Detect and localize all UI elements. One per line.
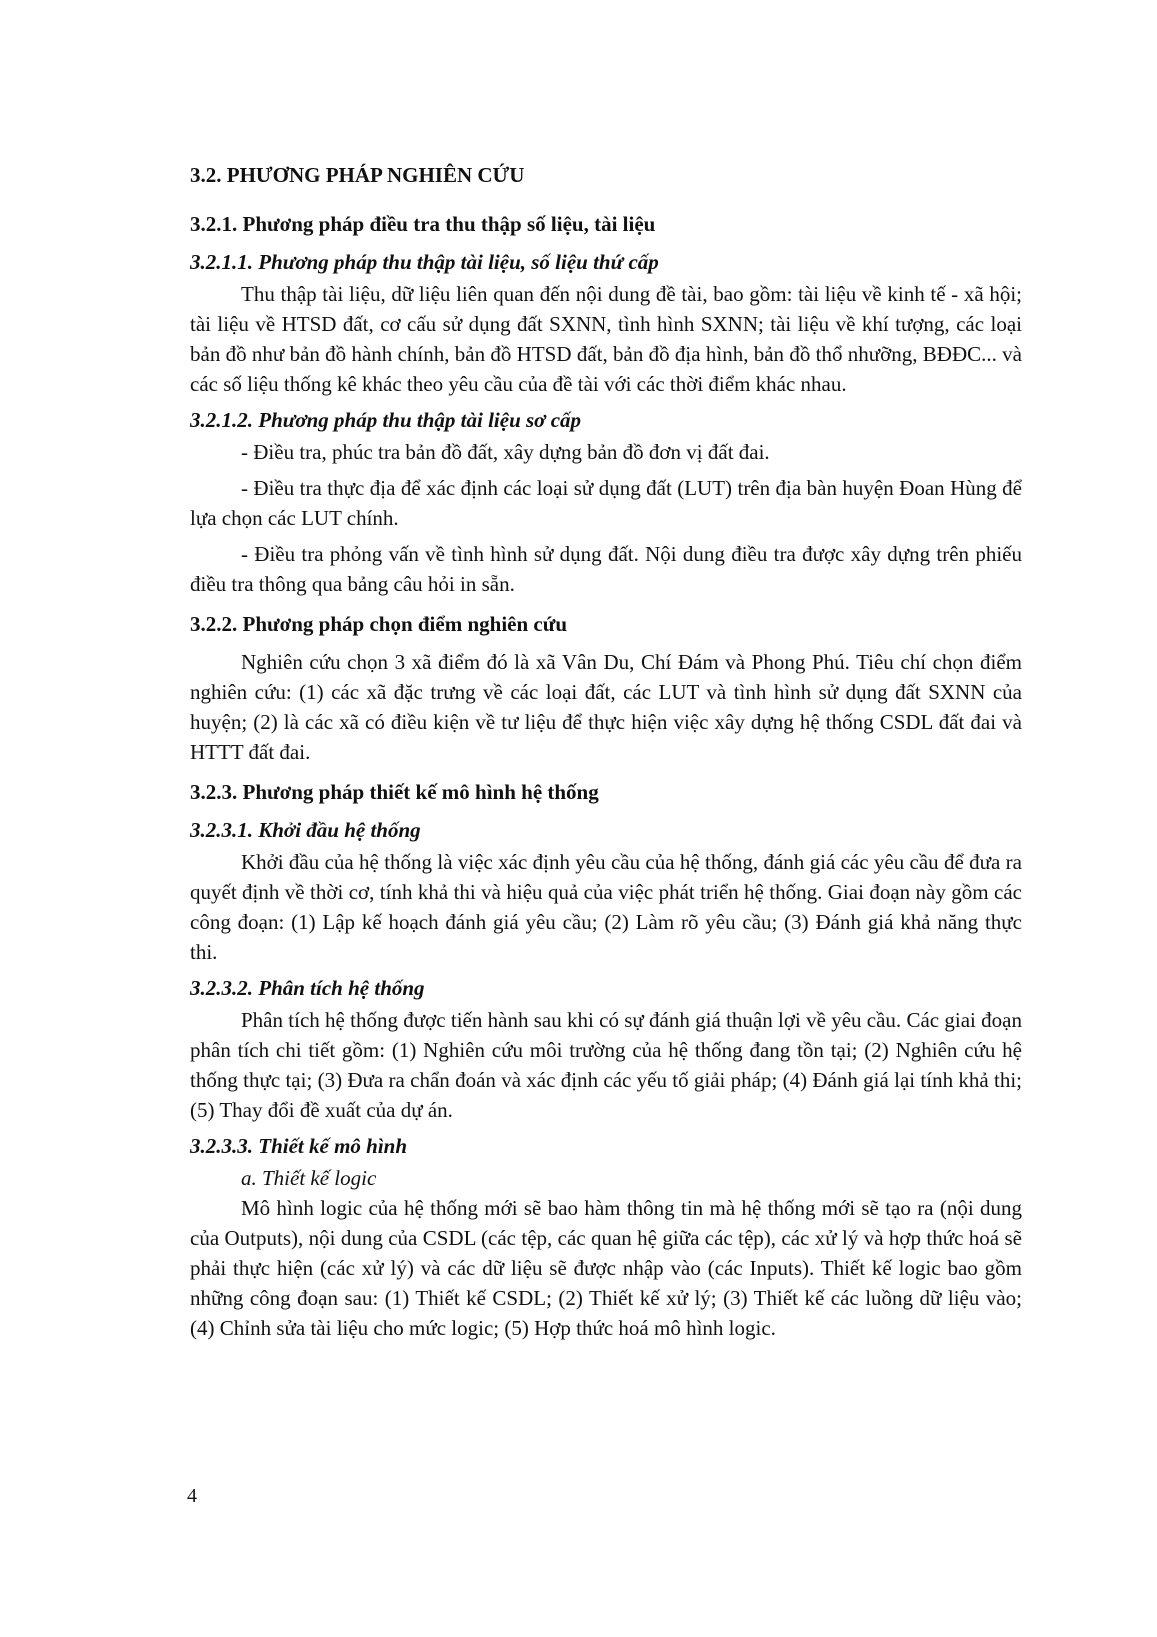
paragraph: Khởi đầu của hệ thống là việc xác định yêu cầu của hệ thống, đánh giá các yêu cầu để đưa ra quyết định về thời cơ, tính khả thi và hiệu quả của việc phát triển hệ thống. Giai đoạn này gồm các công đoạn: (1) Lập kế hoạch đánh giá yêu cầu; (2) Làm rõ yêu cầu; (3) Đánh giá khả năng thực thi. <box>190 850 1022 964</box>
paragraph: - Điều tra phỏng vấn về tình hình sử dụng đất. Nội dung điều tra được xây dựng trên phiếu điều tra thông qua bảng câu hỏi in sẵn. <box>190 542 1022 596</box>
paragraph: Phân tích hệ thống được tiến hành sau khi có sự đánh giá thuận lợi về yêu cầu. Các giai đoạn phân tích chi tiết gồm: (1) Nghiên cứu môi trường của hệ thống đang tồn tại; (2) Nghiên cứu hệ thống thực tại; (3) Đưa ra chẩn đoán và xác định các yếu tố giải pháp; (4) Đánh giá lại tính khả thi; (5) Thay đổi đề xuất của dự án. <box>190 1008 1022 1122</box>
heading-3-2-3-3: 3.2.3.3. Thiết kế mô hình <box>190 1134 408 1158</box>
subheading-a: a. Thiết kế logic <box>241 1166 377 1190</box>
main-heading: 3.2. PHƯƠNG PHÁP NGHIÊN CỨU <box>190 163 525 187</box>
heading-3-2-3: 3.2.3. Phương pháp thiết kế mô hình hệ thống <box>190 780 599 804</box>
page-number: 4 <box>187 1485 197 1507</box>
paragraph: - Điều tra thực địa để xác định các loại sử dụng đất (LUT) trên địa bàn huyện Đoan Hùng để lựa chọn các LUT chính. <box>190 476 1022 530</box>
heading-3-2-1: 3.2.1. Phương pháp điều tra thu thập số liệu, tài liệu <box>190 212 656 236</box>
paragraph: - Điều tra, phúc tra bản đồ đất, xây dựng bản đồ đơn vị đất đai. <box>241 440 770 464</box>
heading-3-2-2: 3.2.2. Phương pháp chọn điểm nghiên cứu <box>190 612 568 636</box>
paragraph: Nghiên cứu chọn 3 xã điểm đó là xã Vân Du, Chí Đám và Phong Phú. Tiêu chí chọn điểm nghiên cứu: (1) các xã đặc trưng về các loại đất, các LUT và tình hình sử dụng đất SXNN của huyện; (2) là các xã có điều kiện về tư liệu để thực hiện việc xây dựng hệ thống CSDL đất đai và HTTT đất đai. <box>190 650 1022 764</box>
heading-3-2-1-1: 3.2.1.1. Phương pháp thu thập tài liệu, số liệu thứ cấp <box>190 250 659 274</box>
heading-3-2-3-1: 3.2.3.1. Khởi đầu hệ thống <box>190 818 421 842</box>
heading-3-2-1-2: 3.2.1.2. Phương pháp thu thập tài liệu sơ cấp <box>190 408 582 432</box>
heading-3-2-3-2: 3.2.3.2. Phân tích hệ thống <box>190 976 425 1000</box>
paragraph: Thu thập tài liệu, dữ liệu liên quan đến nội dung đề tài, bao gồm: tài liệu về kinh tế - xã hội; tài liệu về HTSD đất, cơ cấu sử dụng đất SXNN, tình hình SXNN; tài liệu về khí tượng, các loại bản đồ như bản đồ hành chính, bản đồ HTSD đất, bản đồ địa hình, bản đồ thổ nhưỡng, BĐĐC... và các số liệu thống kê khác theo yêu cầu của đề tài với các thời điểm khác nhau. <box>190 282 1022 396</box>
paragraph: Mô hình logic của hệ thống mới sẽ bao hàm thông tin mà hệ thống mới sẽ tạo ra (nội dung của Outputs), nội dung của CSDL (các tệp, các quan hệ giữa các tệp), các xử lý và hợp thức hoá sẽ phải thực hiện (các xử lý) và các dữ liệu sẽ được nhập vào (các Inputs). Thiết kế logic bao gồm những công đoạn sau: (1) Thiết kế CSDL; (2) Thiết kế xử lý; (3) Thiết kế các luồng dữ liệu vào; (4) Chỉnh sửa tài liệu cho mức logic; (5) Hợp thức hoá mô hình logic. <box>190 1196 1022 1340</box>
